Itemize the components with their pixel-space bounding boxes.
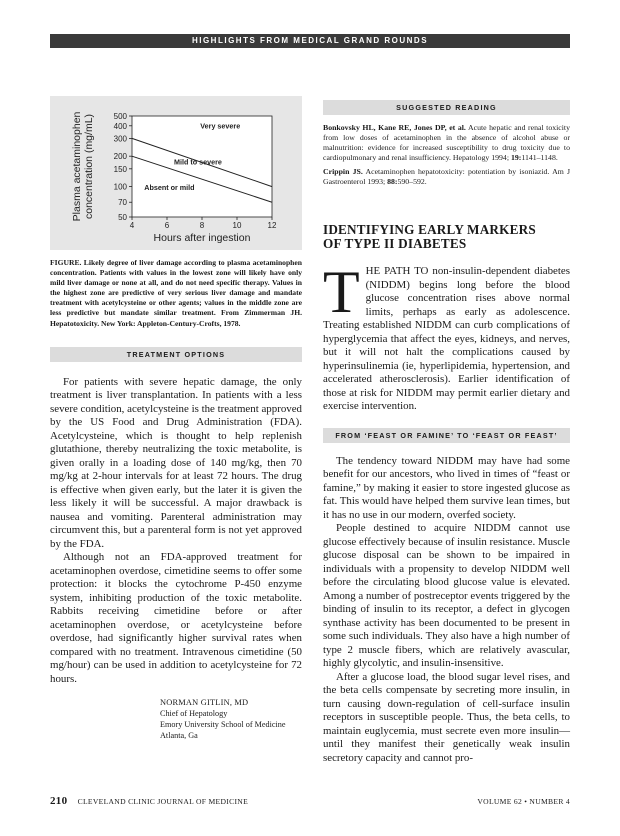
y-tick-label: 50	[118, 213, 127, 222]
reference-list	[323, 123, 570, 187]
x-tick-label: 6	[164, 221, 170, 230]
treatment-paragraph-2: Although not an FDA-approved treatment for acetaminophen overdose, cimetidine seems to offer some protection: it blocks the cytochrome P-450 enzyme system, inhibiting production of the toxic metabolite. Rabbits receiving cimetidine before or after acetaminophen overdose, or acetylcysteine before overdose, had significantly higher survival rates when compared with no treatment. Intravenous cimetidine (50 mg/hour) can be used in addition to acetylcysteine for 72 hours.	[50, 551, 302, 685]
right-column	[323, 100, 570, 765]
region-label: Mild to severe	[174, 157, 222, 167]
author-signature	[160, 698, 302, 741]
article-lead: THE PATH TO non-insulin-dependent diabetes (NIDDM) begins long before the blood glucose concentration rises above normal limits, perhaps as early as adolescence. Treating established NIDDM can curb complications of hyperglycemia that affect the eyes, kidneys, and nerves, but it will not halt the complications caused by hyperinsulinemia (ie, hyperlipidemia, hypertension, and accelerated atherosclerosis). Earlier identification of those at risk for NIDDM may permit earlier dietary and exercise intervention.	[323, 259, 570, 412]
drop-cap: T	[323, 259, 360, 325]
article-body	[323, 455, 570, 766]
x-tick-label: 8	[199, 221, 205, 230]
treatment-text	[50, 376, 302, 687]
article-paragraph-3: After a glucose load, the blood sugar level rises, and the beta cells compensate by secreting more insulin, in turn causing down-regulation of cell-surface insulin receptors in susceptible people. Thus, the beta cells, to maintain euglycemia, must secrete even more insulin—until they manifest their genetically weak insulin secretory capacity and cannot pro-	[323, 670, 570, 764]
x-tick-label: 10	[232, 221, 242, 230]
article-paragraph-2: People destined to acquire NIDDM cannot use glucose effectively because of insulin resistance. Muscle glucose disposal can be shown to be impaired in individuals with a propensity to develop NIDDM well before the circulating blood glucose value is elevated. Among a number of postreceptor events triggered by the binding of insulin to its receptor, a defect in glycogen synthase activity has been documented to be present in some such individuals. They also have a high number of type 2 muscle fibers, which are relatively avascular, highly glycolytic, and insulin-insensitive.	[323, 522, 570, 669]
article-paragraph-1: The tendency toward NIDDM may have had some benefit for our ancestors, who lived in times of “feast or famine,” by making it easier to store ingested glucose as fat. This would have helped them survive lean times, but it has no use in our modern, overfed society.	[323, 454, 570, 521]
region-label: Absent or mild	[144, 182, 195, 192]
section-banner: HIGHLIGHTS FROM MEDICAL GRAND ROUNDS	[50, 34, 570, 48]
suggested-reading-heading: SUGGESTED READING	[323, 100, 570, 115]
x-tick-label: 12	[267, 221, 277, 230]
author-name: NORMAN GITLIN, MD	[160, 698, 249, 708]
x-axis-label: Hours after ingestion	[153, 232, 251, 244]
figure-caption: FIGURE. Likely degree of liver damage according to plasma acetaminophen concentration. Patients with values in the lowest zone will likely have only mild liver damage or none at all, and do not need specific therapy. Values in the highest zone are predictive of very serious liver damage and mandate treatment with acetylcysteine or other agents; values in the middle zone are less predictive but mandate similar treatment. From Zimmerman JH. Hepatotoxicity. New York: Appleton-Century-Crofts, 1978.	[50, 258, 302, 328]
region-label: Very severe	[200, 121, 241, 131]
left-column	[50, 96, 302, 741]
author-title: Chief of Hepatology	[160, 708, 228, 718]
y-tick-label: 150	[113, 164, 127, 174]
figure-chart	[50, 96, 302, 250]
volume-number: VOLUME 62 • NUMBER 4	[477, 797, 570, 806]
y-tick-label: 500	[113, 112, 127, 121]
y-axis-label: Plasma acetaminophenconcentration (mg/mL)	[71, 111, 95, 222]
reference-item: Bonkovsky HL, Kane RE, Jones DP, et al. Acute hepatic and renal toxicity from low doses of acetaminophen in the absence of alcohol abuse or malnutrition: evidence for increased susceptibility to drug toxicity due to cardiopulmonary and renal insufficiency. Hepatology 1994; 19:1141–1148.	[323, 123, 571, 162]
y-tick-label: 400	[113, 121, 127, 131]
chart-svg	[50, 96, 302, 250]
author-affiliation: Emory University School of Medicine	[160, 719, 286, 729]
treatment-paragraph-1: For patients with severe hepatic damage, the only treatment is liver transplantation. In patients with a less severe condition, acetylcysteine is the treatment approved by the US Food and Drug Administration (FDA). Acetylcysteine, which is thought to help replenish glutathione, thereby neutralizing the toxic metabolite, is given orally in a loading dose of 140 mg/kg, then 70 mg/kg at 2-hour intervals for at least 72 hours. The drug is effective when given early, but the later it is given the less likely it will be successful. A major drawback is nausea and vomiting. Parenteral administration may circumvent this, but a parenteral form is not yet approved by the FDA.	[50, 375, 302, 550]
reference-item: Crippin JS. Acetaminophen hepatotoxicity: potentiation by isoniazid. Am J Gastroenterol 1993; 88:590–592.	[323, 167, 570, 186]
y-tick-label: 200	[113, 152, 127, 162]
article-title: IDENTIFYING EARLY MARKERS OF TYPE II DIABETES	[323, 222, 536, 251]
page-number: 210	[50, 795, 68, 807]
y-tick-label: 70	[118, 198, 127, 208]
x-tick-label: 4	[129, 221, 135, 230]
footer-left	[50, 795, 248, 807]
y-tick-label: 300	[113, 134, 127, 144]
author-location: Atlanta, Ga	[160, 730, 198, 740]
journal-name: CLEVELAND CLINIC JOURNAL OF MEDICINE	[77, 797, 249, 806]
y-tick-label: 100	[113, 182, 127, 192]
feast-heading: FROM ‘FEAST OR FAMINE’ TO ‘FEAST OR FEAST’	[323, 428, 570, 443]
treatment-heading: TREATMENT OPTIONS	[50, 347, 302, 362]
